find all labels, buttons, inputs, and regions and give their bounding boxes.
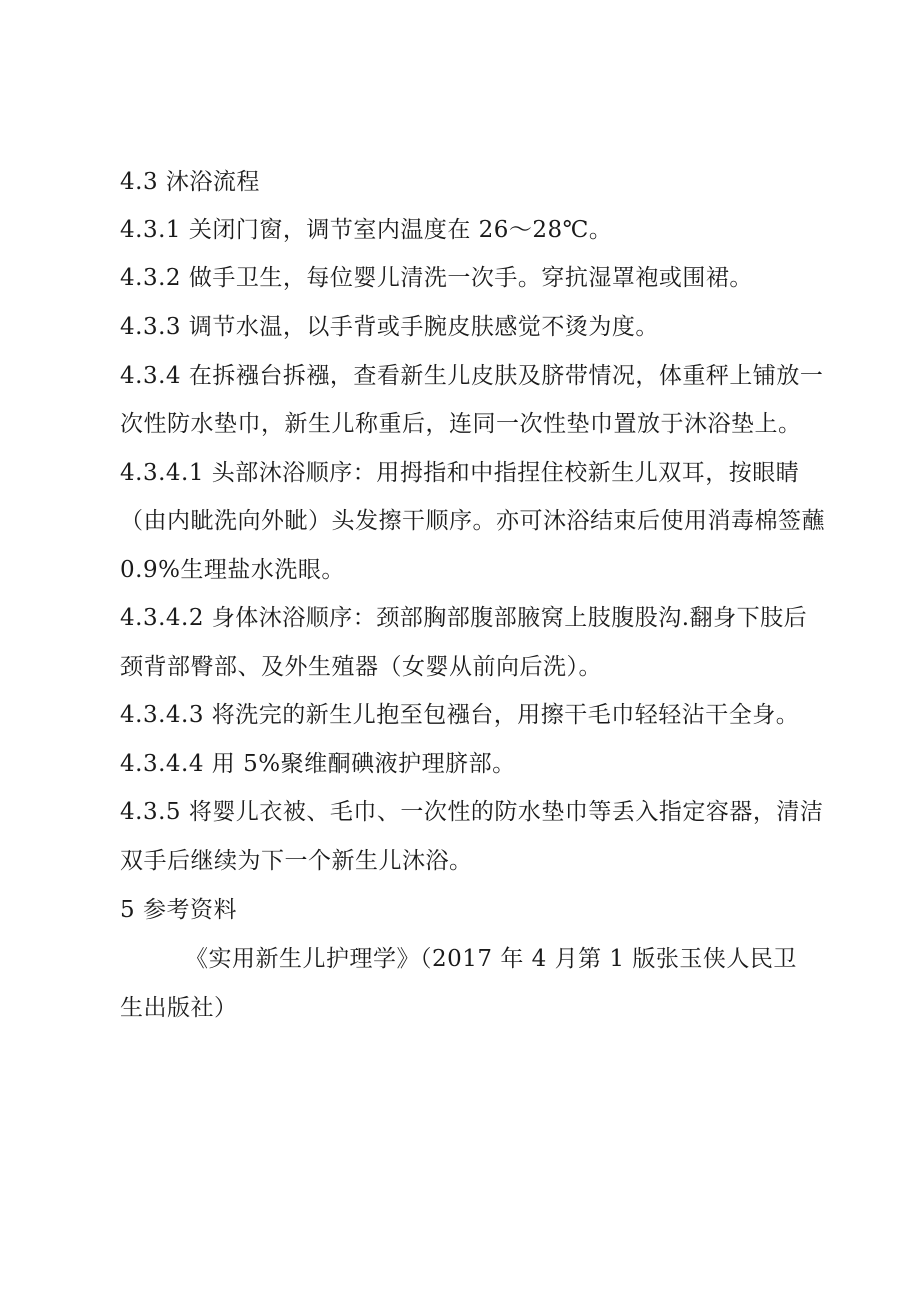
paragraph-4-3-4-3: 4.3.4.3 将洗完的新生儿抱至包襁台，用擦干毛巾轻轻沾干全身。 <box>120 702 800 728</box>
paragraph-4-3-4-line-1: 4.3.4 在拆襁台拆襁，查看新生儿皮肤及脐带情况，体重秤上铺放一 <box>120 363 824 389</box>
paragraph-4-3-4-1-line-2: （由内眦洗向外眦）头发擦干顺序。亦可沐浴结束后使用消毒棉签蘸 <box>120 508 825 534</box>
section-heading-5: 5 参考资料 <box>120 897 237 923</box>
paragraph-4-3-4-2-line-2: 颈背部臀部、及外生殖器（女婴从前向后洗）。 <box>120 654 602 680</box>
paragraph-4-3-4-line-2: 次性防水垫巾，新生儿称重后，连同一次性垫巾置放于沐浴垫上。 <box>120 411 802 437</box>
paragraph-4-3-2: 4.3.2 做手卫生，每位婴儿清洗一次手。穿抗湿罩袍或围裙。 <box>120 265 753 291</box>
section-heading-4-3: 4.3 沐浴流程 <box>120 169 260 195</box>
paragraph-4-3-4-2-line-1: 4.3.4.2 身体沐浴顺序：颈部胸部腹部腋窝上肢腹股沟.翻身下肢后 <box>120 605 808 631</box>
paragraph-4-3-5-line-2: 双手后继续为下一个新生儿沐浴。 <box>120 848 473 874</box>
paragraph-4-3-1: 4.3.1 关闭门窗，调节室内温度在 26～28℃。 <box>120 217 613 243</box>
paragraph-4-3-5-line-1: 4.3.5 将婴儿衣被、毛巾、一次性的防水垫巾等丢入指定容器，清洁 <box>120 799 824 825</box>
paragraph-4-3-3: 4.3.3 调节水温，以手背或手腕皮肤感觉不烫为度。 <box>120 314 659 340</box>
reference-line-2: 生出版社） <box>120 995 238 1021</box>
paragraph-4-3-4-1-line-3: 0.9%生理盐水洗眼。 <box>120 557 345 583</box>
paragraph-4-3-4-4: 4.3.4.4 用 5%聚维酮碘液护理脐部。 <box>120 751 516 777</box>
reference-line-1: 《实用新生儿护理学》（2017 年 4 月第 1 版张玉侠人民卫 <box>185 946 797 972</box>
paragraph-4-3-4-1-line-1: 4.3.4.1 头部沐浴顺序：用拇指和中指捏住校新生儿双耳，按眼睛 <box>120 460 800 486</box>
